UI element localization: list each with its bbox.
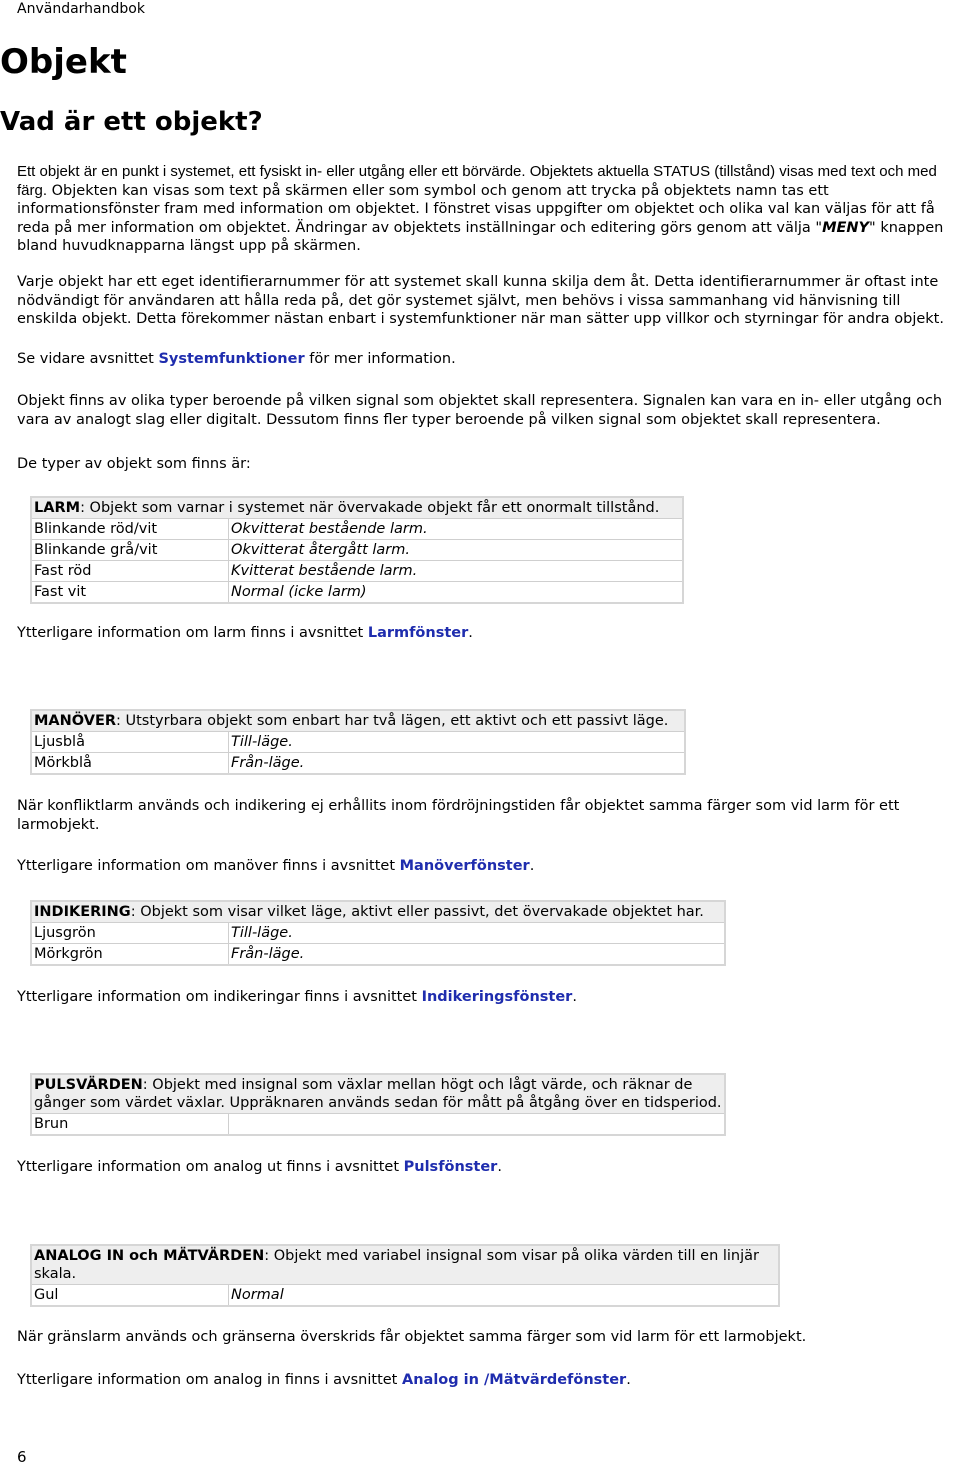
analog-more-info <box>17 1371 947 1390</box>
intro-sentence-1: Ett objekt är en punkt i systemet, ett fysiskt in- eller utgång eller ett börvärde. Objektets aktuella STATUS (tillstånd) visas med text och med färg. <box>17 163 937 199</box>
meaning-cell: Till-läge. <box>229 923 726 944</box>
analog-more-pre: Ytterligare information om analog in finns i avsnittet <box>17 1372 402 1388</box>
analog-name: ANALOG IN och MÄTVÄRDEN <box>34 1248 265 1264</box>
indikeringsfonster-link[interactable]: Indikeringsfönster <box>421 989 573 1005</box>
table-header-row <box>31 1074 725 1114</box>
table-row <box>31 519 683 540</box>
puls-more-pre: Ytterligare information om analog ut finns i avsnittet <box>17 1159 404 1175</box>
meaning-cell: Normal <box>229 1285 780 1307</box>
running-header: Användarhandbok <box>17 1 145 17</box>
puls-name: PULSVÄRDEN <box>34 1077 143 1093</box>
manover-conflict-note: När konfliktlarm används och indikering ej erhållits inom fördröjningstiden får objektet samma färger som vid larm för ett larmobjekt. <box>17 798 900 833</box>
larm-name: LARM <box>34 500 81 516</box>
intro-sentence-2-end: " knappen bland huvudknapparna längst upp på skärmen. <box>17 219 944 254</box>
table-row <box>31 923 725 944</box>
indikering-description: : Objekt som visar vilket läge, aktivt eller passivt, det övervakade objektet har. <box>130 904 704 920</box>
manover-table <box>30 709 686 775</box>
manoverfonster-link[interactable]: Manöverfönster <box>399 858 530 874</box>
meaning-cell <box>229 1114 726 1136</box>
manover-name: MANÖVER <box>34 713 117 729</box>
color-cell: Gul <box>31 1285 229 1307</box>
table-row <box>31 582 683 604</box>
table-row <box>31 944 725 966</box>
color-cell: Mörkblå <box>31 753 229 775</box>
puls-table <box>30 1073 726 1136</box>
larm-table <box>30 496 684 604</box>
types-paragraph: Objekt finns av olika typer beroende på vilken signal som objektet skall representera. Signalen kan vara en in- eller utgång och vara av analogt slag eller digitalt. Dessutom finns fler typer beroende på vilken signal som objektet skall representera. <box>17 393 943 428</box>
larm-header-cell <box>31 497 683 519</box>
table-header-row <box>31 710 685 732</box>
larmfonster-link[interactable]: Larmfönster <box>367 625 469 641</box>
larm-more-post: . <box>468 625 473 641</box>
table-header-row <box>31 497 683 519</box>
meny-keyword: MENY <box>822 219 870 236</box>
meaning-cell: Till-läge. <box>229 732 686 753</box>
table-header-row <box>31 901 725 923</box>
indikering-more-info <box>17 988 947 1007</box>
table-row <box>31 561 683 582</box>
manover-more-info <box>17 857 947 876</box>
manover-header-cell <box>31 710 685 732</box>
larm-more-pre: Ytterligare information om larm finns i avsnittet <box>17 625 368 641</box>
color-cell: Brun <box>31 1114 229 1136</box>
meaning-cell: Okvitterat bestående larm. <box>229 519 684 540</box>
puls-more-info <box>17 1158 947 1177</box>
color-cell: Ljusblå <box>31 732 229 753</box>
table-row <box>31 540 683 561</box>
larm-description: : Objekt som varnar i systemet när övervakade objekt får ett onormalt tillstånd. <box>80 500 660 516</box>
color-cell: Blinkande grå/vit <box>31 540 229 561</box>
page-number: 6 <box>17 1448 27 1466</box>
table-row <box>31 753 685 775</box>
color-cell: Mörkgrön <box>31 944 229 966</box>
intro-paragraph <box>17 163 947 256</box>
analog-header-cell <box>31 1245 779 1285</box>
color-cell: Fast röd <box>31 561 229 582</box>
indikering-name: INDIKERING <box>34 904 131 920</box>
indikering-more-post: . <box>572 989 577 1005</box>
color-cell: Blinkande röd/vit <box>31 519 229 540</box>
identifier-paragraph: Varje objekt har ett eget identifierarnummer för att systemet skall kunna skilja dem åt. Detta identifierarnummer är oftast inte nödvändigt för användaren att hålla reda på, det gör systemet självt, men behövs i vissa sammanhang vid hänvisning till enskilda objekt. Detta förekommer nästan enbart i systemfunktioner när man sätter upp villkor och styrningar för andra objekt. <box>17 274 944 327</box>
types-intro: De typer av objekt som finns är: <box>17 456 251 472</box>
analog-description: : Objekt med variabel insignal som visar på olika värden till en linjär skala. <box>34 1248 760 1282</box>
analog-table <box>30 1244 780 1307</box>
manover-more-post: . <box>529 858 535 874</box>
systemfunktioner-link[interactable]: Systemfunktioner <box>158 351 305 367</box>
meaning-cell: Okvitterat återgått larm. <box>229 540 684 561</box>
puls-header-cell <box>31 1074 725 1114</box>
see-more-post: för mer information. <box>304 351 456 367</box>
table-row <box>31 1285 779 1307</box>
indikering-more-pre: Ytterligare information om indikeringar finns i avsnittet <box>17 989 422 1005</box>
table-row <box>31 1114 725 1136</box>
section-heading: Vad är ett objekt? <box>0 107 263 137</box>
puls-more-post: . <box>497 1159 502 1175</box>
intro-sentence-2: Objekten kan visas som text på skärmen eller som symbol och genom att trycka på objektets namn tas ett informationsfönster fram med information om objektet. I fönstret visas uppgifter om objektet och olika val kan väljas för att få reda på mer information om objektet. Ändringar av objektets inställningar och editering görs genom att välja " <box>17 182 935 236</box>
page-title: Objekt <box>0 42 127 82</box>
puls-description: : Objekt med insignal som växlar mellan högt och lågt värde, och räknar de gånger som värdet växlar. Uppräknaren används sedan för mått på åtgång över en tidsperiod. <box>34 1077 722 1111</box>
manover-description: : Utstyrbara objekt som enbart har två lägen, ett aktivt och ett passivt läge. <box>116 713 669 729</box>
meaning-cell: Från-läge. <box>229 753 686 775</box>
meaning-cell: Kvitterat bestående larm. <box>229 561 684 582</box>
larm-more-info <box>17 624 947 643</box>
meaning-cell: Från-läge. <box>229 944 726 966</box>
analog-limit-note: När gränslarm används och gränserna överskrids får objektet samma färger som vid larm för ett larmobjekt. <box>17 1329 807 1345</box>
pulsfonster-link[interactable]: Pulsfönster <box>403 1159 498 1175</box>
meaning-cell: Normal (icke larm) <box>229 582 684 604</box>
table-header-row <box>31 1245 779 1285</box>
analog-more-post: . <box>626 1372 631 1388</box>
see-more-paragraph <box>17 350 947 369</box>
analog-matvardefonster-link[interactable]: Analog in /Mätvärdefönster <box>401 1372 627 1388</box>
manover-more-pre: Ytterligare information om manöver finns i avsnittet <box>17 858 400 874</box>
indikering-table <box>30 900 726 966</box>
see-more-pre: Se vidare avsnittet <box>17 351 159 367</box>
table-row <box>31 732 685 753</box>
color-cell: Ljusgrön <box>31 923 229 944</box>
indikering-header-cell <box>31 901 725 923</box>
color-cell: Fast vit <box>31 582 229 604</box>
